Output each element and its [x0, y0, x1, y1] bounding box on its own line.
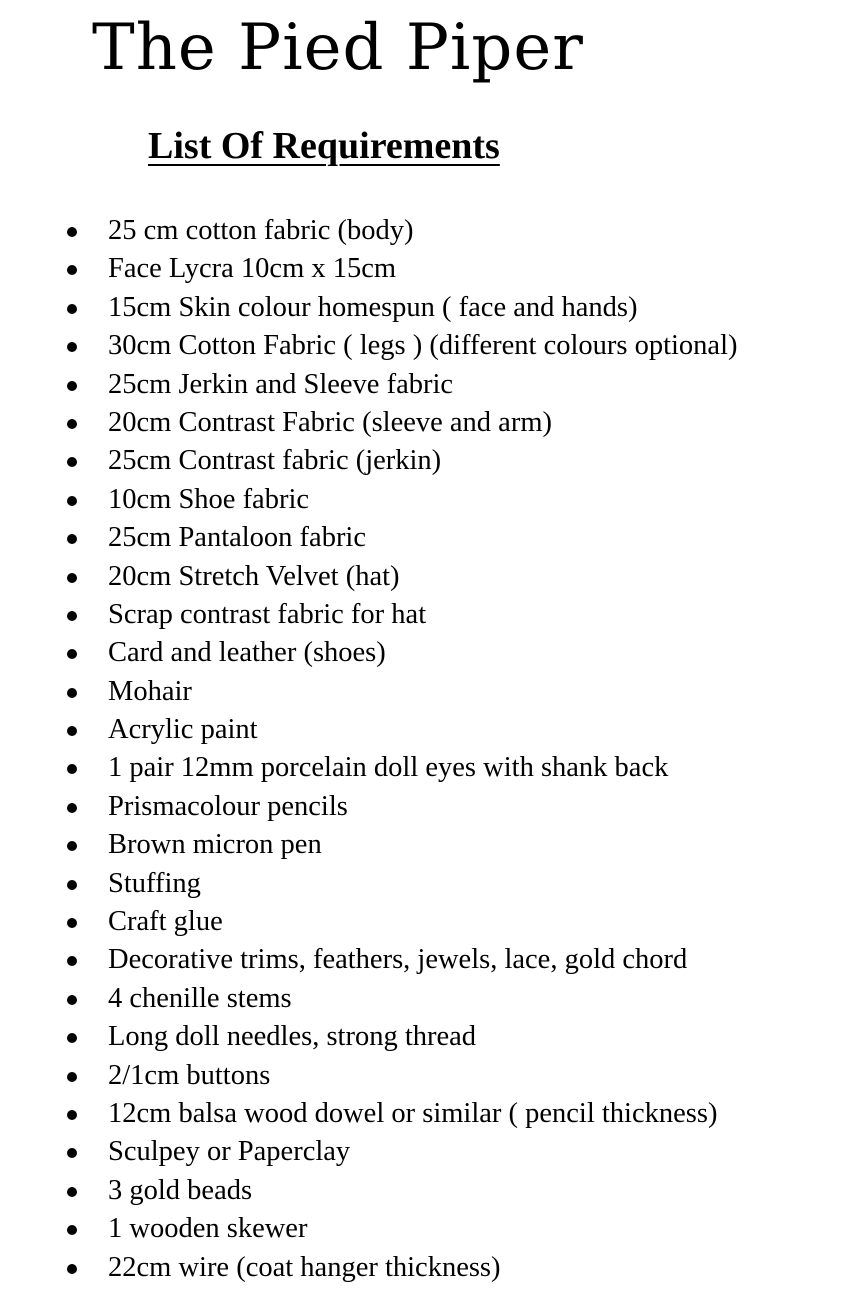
bullet-icon — [67, 227, 77, 237]
list-item-text: Acrylic paint — [108, 714, 258, 746]
bullet-icon — [67, 611, 77, 621]
list-item-text: Decorative trims, feathers, jewels, lace, gold chord — [108, 944, 688, 976]
list-item-text: 25cm Pantaloon fabric — [108, 522, 367, 554]
list-item-text: 22cm wire (coat hanger thickness) — [108, 1251, 501, 1283]
bullet-icon — [67, 1225, 77, 1235]
list-item-text: Card and leather (shoes) — [108, 637, 386, 669]
list-item-text: 25 cm cotton fabric (body) — [108, 215, 414, 246]
bullet-icon — [67, 1148, 77, 1158]
list-item-text: 1 wooden skewer — [108, 1213, 308, 1245]
list-item-text: 4 chenille stems — [108, 982, 292, 1014]
list-item-text: Brown micron pen — [108, 829, 322, 861]
bullet-icon — [67, 265, 77, 275]
list-item-text: 15cm Skin colour homespun ( face and hands) — [108, 291, 638, 323]
list-item-text: Craft glue — [108, 906, 223, 938]
list-item-text: 1 pair 12mm porcelain doll eyes with shank back — [108, 752, 669, 784]
bullet-icon — [67, 1072, 77, 1082]
list-item-text: Mohair — [108, 675, 192, 707]
bullet-icon — [67, 803, 77, 813]
bullet-icon — [67, 841, 77, 851]
bullet-icon — [67, 918, 77, 928]
bullet-icon — [67, 688, 77, 698]
list-item-text: Sculpey or Paperclay — [108, 1136, 351, 1168]
bullet-icon — [67, 1033, 77, 1043]
list-item-text: 3 gold beads — [108, 1174, 253, 1206]
list-item-text: 12cm balsa wood dowel or similar ( pencil thickness) — [108, 1097, 718, 1129]
list-item-text: 30cm Cotton Fabric ( legs ) (different colours optional) — [108, 330, 738, 362]
bullet-icon — [67, 1187, 77, 1197]
list-heading: List Of Requirements — [148, 125, 500, 167]
list-item-text: Scrap contrast fabric for hat — [108, 598, 427, 630]
bullet-icon — [67, 764, 77, 774]
bullet-icon — [67, 956, 77, 966]
bullet-icon — [67, 995, 77, 1005]
list-item-text: Stuffing — [108, 867, 201, 899]
list-item-text: 25cm Contrast fabric (jerkin) — [108, 445, 442, 477]
list-item-text: Face Lycra 10cm x 15cm — [108, 253, 397, 285]
list-item-text: 2/1cm buttons — [108, 1059, 271, 1091]
bullet-icon — [67, 573, 77, 583]
bullet-icon — [67, 419, 77, 429]
bullet-icon — [67, 649, 77, 659]
list-item-text: Prismacolour pencils — [108, 790, 348, 822]
bullet-icon — [67, 304, 77, 314]
bullet-icon — [67, 342, 77, 352]
bullet-icon — [67, 726, 77, 736]
bullet-icon — [67, 496, 77, 506]
bullet-icon — [67, 880, 77, 890]
bullet-icon — [67, 1110, 77, 1120]
list-item-text: 20cm Contrast Fabric (sleeve and arm) — [108, 406, 552, 438]
bullet-icon — [67, 457, 77, 467]
list-item-text: Long doll needles, strong thread — [108, 1021, 477, 1053]
bullet-icon — [67, 534, 77, 544]
list-item-text: 20cm Stretch Velvet (hat) — [108, 560, 400, 592]
list-item-text: 10cm Shoe fabric — [108, 483, 310, 515]
bullet-icon — [67, 1264, 77, 1274]
bullet-icon — [67, 381, 77, 391]
page-title: The Pied Piper — [92, 11, 584, 85]
list-item-text: 25cm Jerkin and Sleeve fabric — [108, 368, 454, 400]
